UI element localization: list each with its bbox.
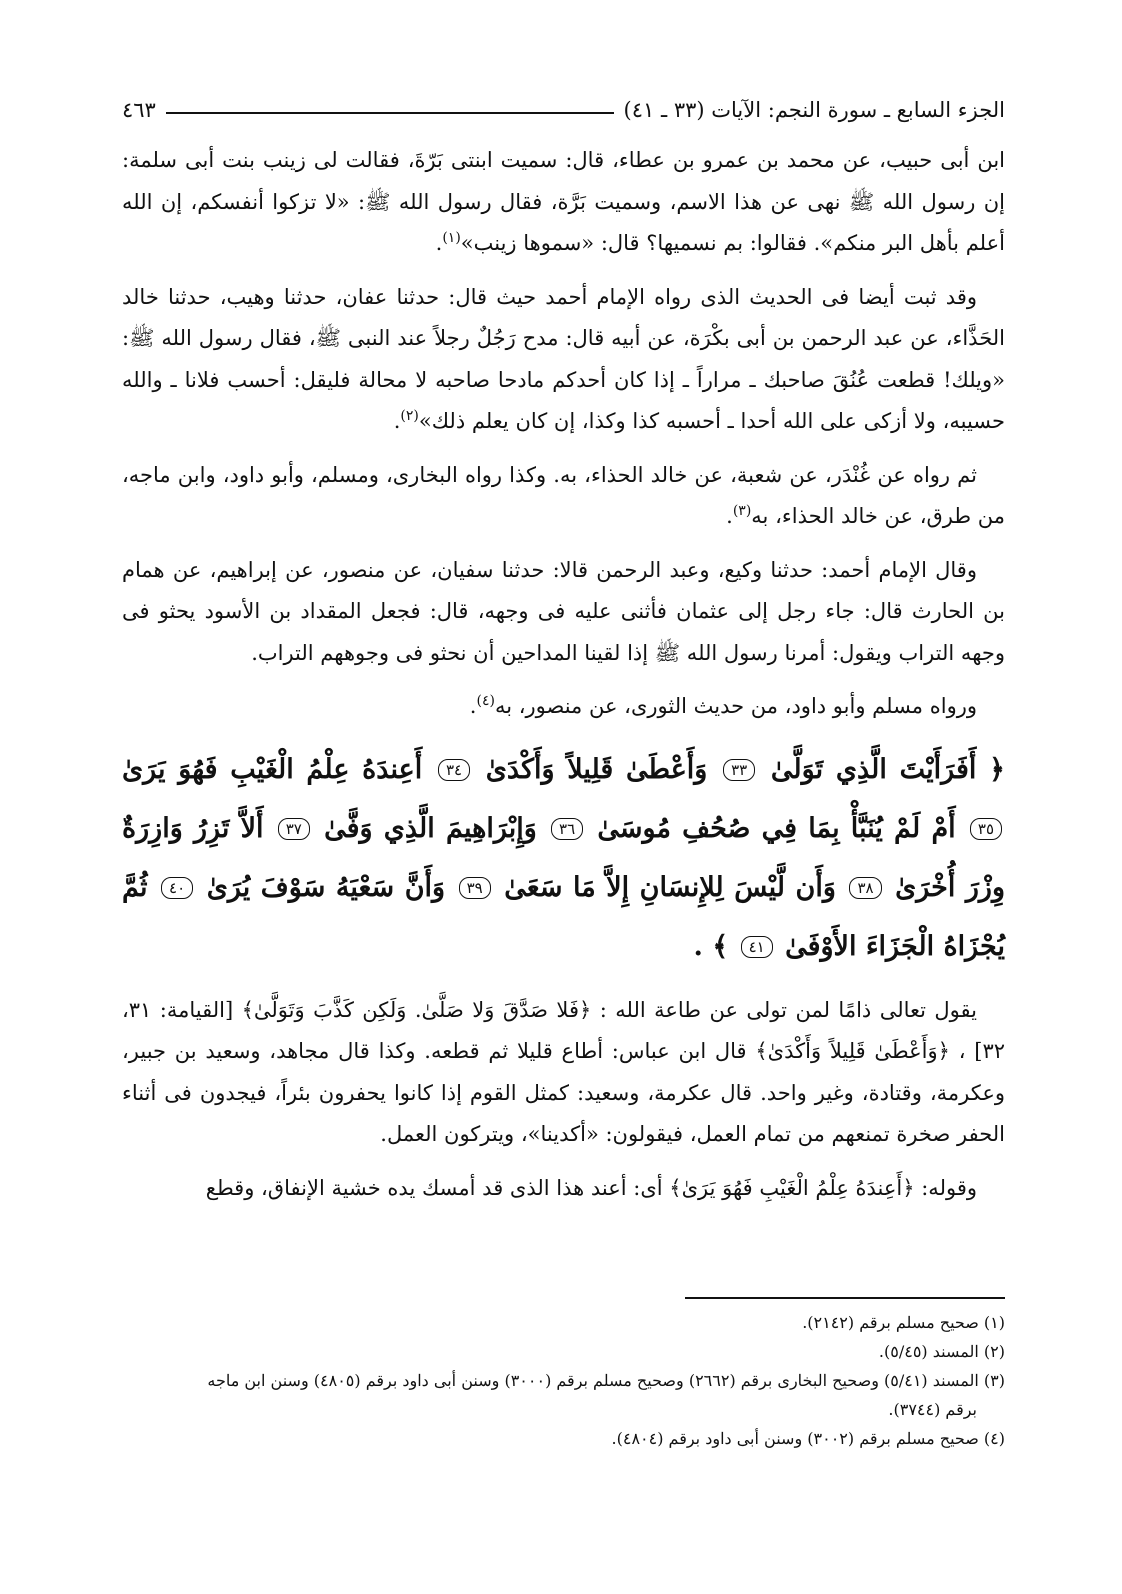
verse-number: ٣٦ [551, 818, 583, 840]
verse-number: ٣٨ [849, 877, 881, 899]
verse-text: وَأَن لَّيْسَ لِلإِنسَانِ إِلاَّ مَا سَعَىٰ [504, 871, 836, 903]
verse-number: ٣٧ [278, 818, 310, 840]
quran-verses [122, 740, 1005, 976]
verse-text: وَإِبْرَاهِيمَ الَّذِي وَفَّىٰ [324, 812, 537, 844]
verse-text: ثُمَّ يُجْزَاهُ الْجَزَاءَ الأَوْفَىٰ [122, 871, 1005, 962]
verse-number: ٣٩ [459, 877, 491, 899]
paragraph: وقوله: ﴿أَعِندَهُ عِلْمُ الْغَيْبِ فَهُوَ يَرَىٰ﴾ أى: أعند هذا الذى قد أمسك يده خشية الإنفاق، وقطع [205, 1175, 977, 1200]
footnotes [122, 1308, 1005, 1453]
paragraph: ابن أبى حبيب، عن محمد بن عمرو بن عطاء، قال: سميت ابنتى بَرّةَ، فقالت لى زينب بنت أبى سلمة: إن رسول الله ﷺ نهى عن هذا الاسم، وسميت بَرَّة، فقال رسول الله ﷺ: «لا تزكوا أنفسكم، إن الله أعلم بأهل البر منكم». فقالوا: بم نسميها؟ قال: «سموها زينب»$^{(١)}$. [122, 148, 1005, 255]
verse-number: ٣٤ [438, 759, 470, 781]
paragraph: ثم رواه عن غُنْدَر، عن شعبة، عن خالد الحذاء، به. وكذا رواه البخارى، ومسلم، وأبو داود، وابن ماجه، من طرق، عن خالد الحذاء، به$^{(٣)}$. [122, 462, 1005, 528]
footnote-ref: (٢) [400, 408, 419, 424]
footnote: (٤) صحيح مسلم برقم (٣٠٠٢) وسنن أبى داود برقم (٤٨٠٤). [611, 1429, 1005, 1448]
footnote: (١) صحيح مسلم برقم (٢١٤٢). [802, 1313, 1005, 1332]
verse-text: أَفَرَأَيْتَ الَّذِي تَوَلَّىٰ [770, 753, 977, 785]
verse-text: أَلاَّ تَزِرُ وَازِرَةٌ وِزْرَ أُخْرَىٰ [122, 812, 1006, 903]
footnote: (٣) المسند (٥/٤١) وصحيح البخارى برقم (٢٦٦٢) وصحيح مسلم برقم (٣٠٠٠) وسنن أبى داود برقم (٤٨٠٥) وسنن ابن ماجه برقم (٣٧٤٤). [122, 1366, 1005, 1424]
page-number: ٤٦٣ [122, 98, 156, 122]
verse-text: وَأَنَّ سَعْيَهُ سَوْفَ يُرَىٰ [206, 871, 446, 903]
verse-text: أَعِندَهُ عِلْمُ الْغَيْبِ فَهُوَ يَرَىٰ [122, 753, 423, 785]
footnote-ref: (١) [442, 230, 461, 246]
ornate-bracket-open: ﴿ [989, 753, 1005, 785]
footnote-ref: (٤) [476, 693, 495, 709]
verse-text: وَأَعْطَىٰ قَلِيلاً وَأَكْدَىٰ [485, 753, 708, 785]
paragraph: يقول تعالى ذامًا لمن تولى عن طاعة الله : ﴿فَلا صَدَّقَ وَلا صَلَّىٰ. وَلَكِن كَذَّبَ وَتَوَلَّىٰ﴾ [القيامة: ٣١، ٣٢] ، ﴿وَأَعْطَىٰ قَلِيلاً وَأَكْدَىٰ﴾ قال ابن عباس: أطاع قليلا ثم قطعه. وكذا قال مجاهد، وسعيد بن جبير، وعكرمة، وقتادة، وغير واحد. قال عكرمة، وسعيد: كمثل القوم إذا كانوا يحفرون بئراً، فيجدون فى أثناء الحفر صخرة تمنعهم من تمام العمل، فيقولون: «أكدينا»، ويتركون العمل. [122, 997, 1005, 1146]
verse-number: ٤١ [741, 936, 773, 958]
footnote-continuation: برقم (٣٧٤٤). [888, 1400, 977, 1419]
verse-number: ٣٣ [723, 759, 755, 781]
verse-number: ٤٠ [161, 877, 193, 899]
header-title: الجزء السابع ـ سورة النجم: الآيات (٣٣ ـ ٤١) [623, 98, 1005, 122]
verse-number: ٣٥ [970, 818, 1002, 840]
footnote-ref: (٣) [732, 503, 752, 519]
ornate-bracket-close: ﴾ . [693, 930, 729, 962]
paragraph: ورواه مسلم وأبو داود، من حديث الثورى، عن منصور، به$^{(٤)}$. [469, 693, 977, 718]
paragraph: وقال الإمام أحمد: حدثنا وكيع، وعبد الرحمن قالا: حدثنا سفيان، عن منصور، عن إبراهيم، عن همام بن الحارث قال: جاء رجل إلى عثمان فأثنى عليه فى وجهه، قال: فجعل المقداد بن الأسود يحثو فى وجهه التراب ويقول: أمرنا رسول الله ﷺ إذا لقينا المداحين أن نحثو فى وجوههم التراب. [122, 557, 1005, 665]
paragraph: وقد ثبت أيضا فى الحديث الذى رواه الإمام أحمد حيث قال: حدثنا عفان، حدثنا وهيب، حدثنا خالد الحَذَّاء، عن عبد الرحمن بن أبى بكْرَة، عن أبيه قال: مدح رَجُلٌ رجلاً عند النبى ﷺ، فقال رسول الله ﷺ: «ويلك! قطعت عُنُقَ صاحبك ـ مراراً ـ إذا كان أحدكم مادحا صاحبه لا محالة فليقل: أحسب فلانا ـ والله حسيبه، ولا أزكى على الله أحدا ـ أحسبه كذا وكذا، إن كان يعلم ذلك»$^{(٢)}$. [122, 284, 1005, 433]
header-rule [166, 112, 614, 114]
running-header [122, 88, 1005, 132]
footnote-separator [685, 1297, 1005, 1299]
main-text [122, 140, 1005, 1221]
verse-text: أَمْ لَمْ يُنَبَّأْ بِمَا فِي صُحُفِ مُوسَىٰ [597, 812, 956, 844]
footnote: (٢) المسند (٥/٤٥). [878, 1342, 1005, 1361]
